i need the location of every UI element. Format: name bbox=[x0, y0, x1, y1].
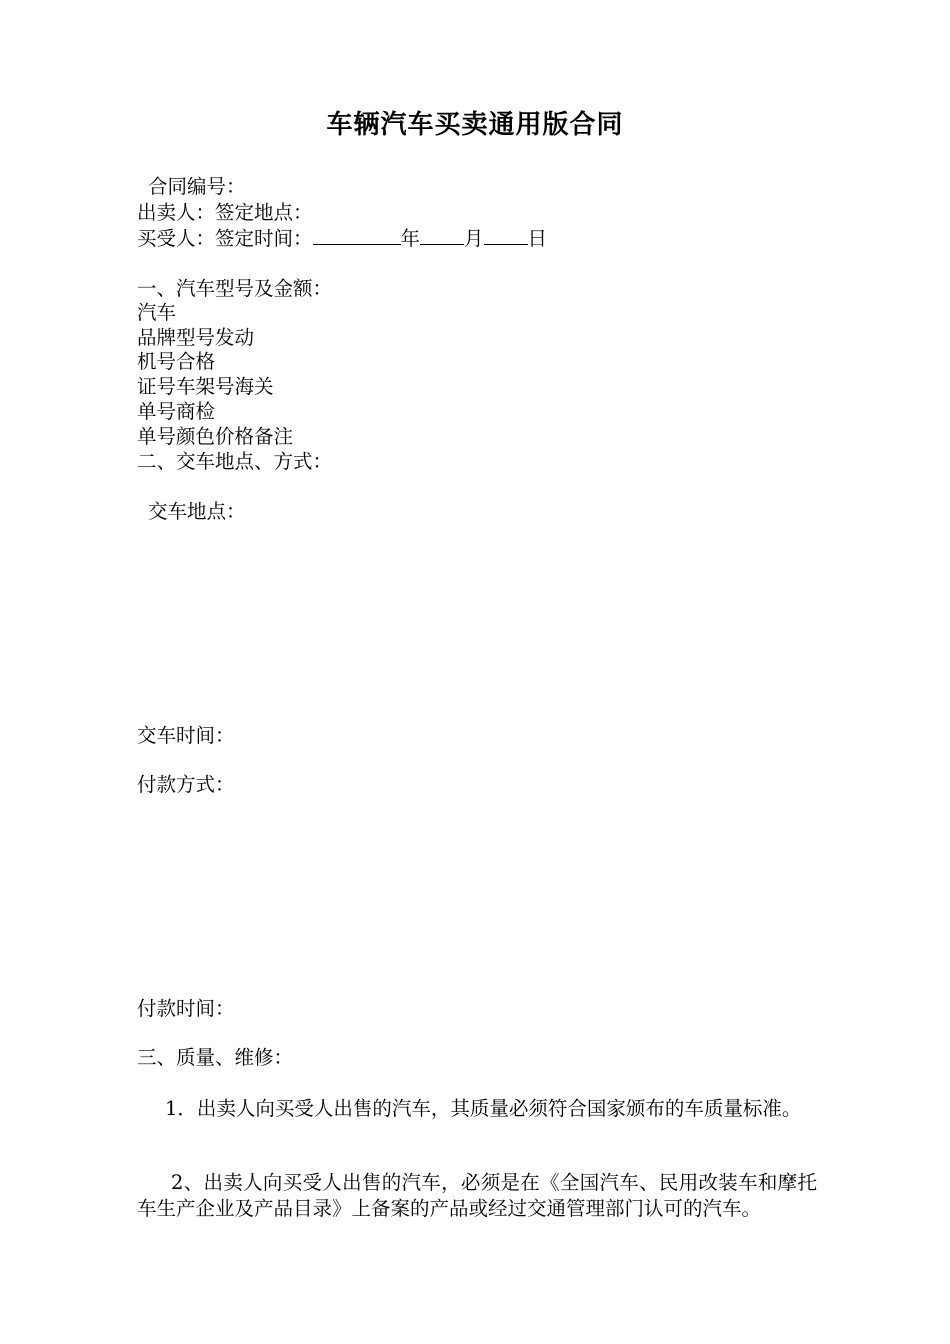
day-label: 日 bbox=[527, 227, 548, 250]
section1-line: 机号合格 bbox=[137, 350, 216, 373]
section3-clause-2: 2、出卖人向买受人出售的汽车，必须是在《全国汽车、民用改装车和摩托车生产企业及产品目录》上备案的产品或经过交通管理部门认可的汽车。 bbox=[137, 1171, 817, 1220]
section2-heading: 二、交车地点、方式： bbox=[137, 450, 333, 473]
delivery-time-label: 交车时间： bbox=[137, 724, 235, 747]
month-label: 月 bbox=[464, 227, 484, 250]
contract-number-label: 合同编号： bbox=[148, 175, 246, 198]
section1-heading: 一、汽车型号及金额： bbox=[137, 277, 333, 300]
section3-heading: 三、质量、维修： bbox=[137, 1046, 294, 1069]
section1-line: 单号颜色价格备注 bbox=[137, 425, 294, 448]
section1-line: 证号车架号海关 bbox=[137, 375, 274, 398]
year-label: 年 bbox=[400, 227, 421, 250]
document-title: 车辆汽车买卖通用版合同 bbox=[326, 110, 624, 140]
buyer-label: 买受人：签定时间： bbox=[137, 227, 313, 250]
section1-line: 单号商检 bbox=[137, 400, 216, 423]
section1-line: 汽车 bbox=[137, 301, 177, 324]
buyer-date-line bbox=[137, 226, 547, 252]
section1-line: 品牌型号发动 bbox=[137, 326, 255, 349]
seller-line: 出卖人：签定地点： bbox=[137, 201, 313, 224]
day-blank bbox=[484, 226, 528, 245]
year-blank bbox=[313, 226, 401, 245]
delivery-place-label: 交车地点： bbox=[148, 500, 246, 523]
payment-method-label: 付款方式： bbox=[137, 773, 235, 796]
section3-clause-1: 1．出卖人向买受人出售的汽车，其质量必须符合国家颁布的车质量标准。 bbox=[165, 1097, 802, 1120]
month-blank bbox=[420, 226, 464, 245]
payment-time-label: 付款时间： bbox=[137, 997, 235, 1020]
